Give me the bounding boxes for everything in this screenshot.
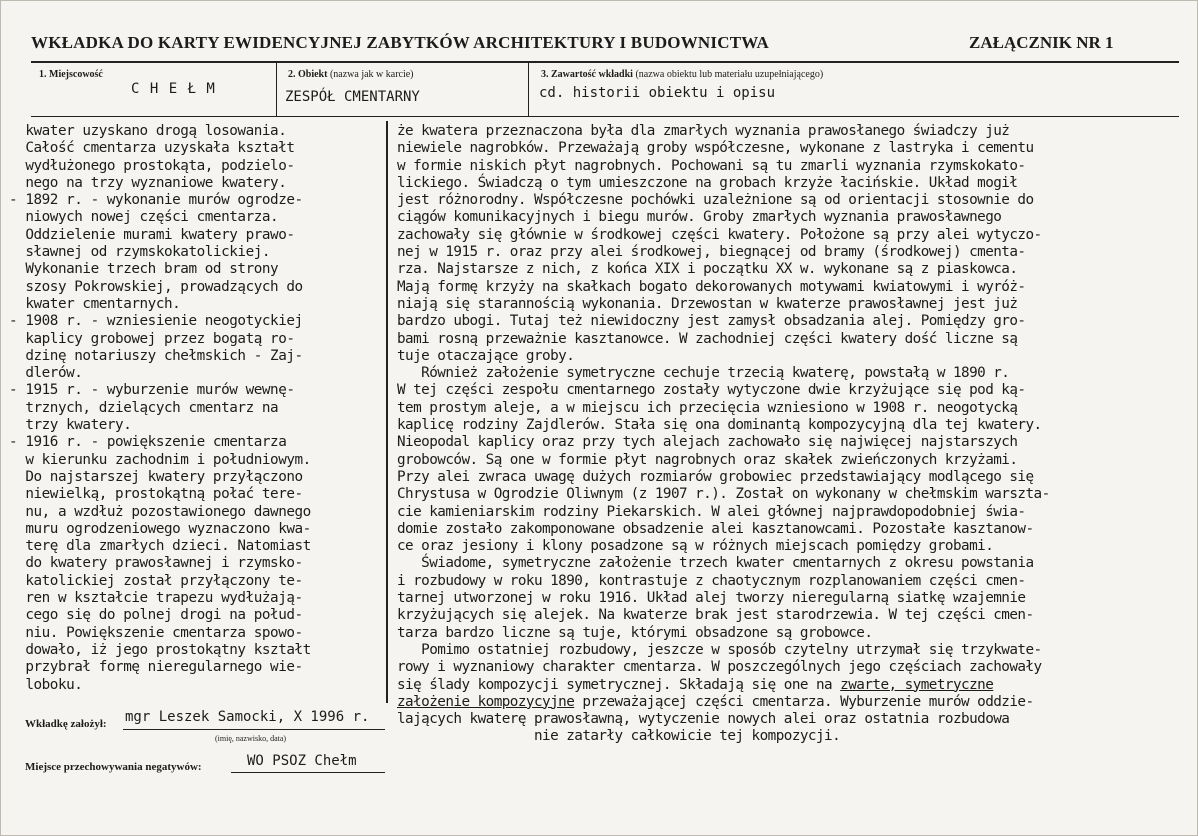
column-separator — [386, 121, 388, 703]
text-line: tuje otaczające groby. — [397, 347, 575, 364]
text-line: trzy kwatery. — [9, 417, 132, 434]
text-line: nu, a wzdłuż pozostawionego dawnego — [9, 503, 311, 520]
history-timeline-column — [9, 123, 381, 694]
underlined-phrase: założenie kompozycyjne — [397, 693, 575, 710]
text-line: Również założenie symetryczne cechuje trzecią kwaterę, powstałą w 1890 r. — [397, 365, 1010, 382]
text-line: Świadome, symetryczne założenie trzech kwater cmentarnych z okresu powstania — [397, 555, 1034, 572]
field-locality-label: 1. Miejscowość — [39, 69, 103, 80]
storage-line — [231, 772, 385, 773]
text-line: tarnej utworzonej w roku 1916. Układ alej tworzy nieregularną siatkę wzajemnie — [397, 590, 1026, 607]
text-line: dzinę notariuszy chełmskich - Zaj- — [9, 347, 303, 364]
text-line: jest różnorodny. Współczesne pochówki uzależnione są od orientacji stosownie do — [397, 192, 1034, 209]
description-column — [397, 123, 1197, 746]
text-line: kwater uzyskano drogą losowania. — [9, 123, 287, 139]
text-line: w kierunku zachodnim i południowym. — [9, 451, 311, 468]
text-line: do kwatery prawosławnej i rzymsko- — [9, 555, 303, 572]
text-line: kwater cmentarnych. — [9, 295, 181, 312]
text-line: nie zatarły całkowicie tej kompozycji. — [397, 728, 841, 745]
storage-label: Miejsce przechowywania negatywów: — [25, 761, 202, 773]
text-line: wydłużonego prostokąta, podzielo- — [9, 157, 295, 174]
text-line: rowy i wyznaniowy charakter cmentarza. W poszczególnych jego częściach zachowały — [397, 659, 1042, 676]
text-line: - 1916 r. - powiększenie cmentarza — [9, 434, 287, 451]
text-line: tem prostym aleje, a w miejscu ich przecięcia wzniesiono w 1908 r. neogotycką — [397, 399, 1018, 416]
text-line: katolickiej został przyłączony te- — [9, 572, 303, 589]
text-line: domie zostało zakomponowane obsadzenie alei kasztanowcami. Pozostałe kasztanow- — [397, 520, 1034, 537]
text-line: niają się starannością wykonania. Drzewostan w kwaterze prawosławnej jest już — [397, 295, 1018, 312]
text-line: niewiele nagrobków. Przeważają groby współczesne, wykonane z lastryka i cementu — [397, 140, 1034, 157]
annex-number: ZAŁĄCZNIK NR 1 — [969, 33, 1114, 52]
text-line: nej w 1915 r. oraz przy alei środkowej, biegnącej od bramy (środkowej) cmentа- — [397, 244, 1026, 261]
text-line: Mają formę krzyży na skałkach bogato dekorowanych motywami kwiatowymi i wyróż- — [397, 278, 1026, 295]
text-line: W tej części zespołu cmentarnego zostały wytyczone dwie krzyżujące się pod ką- — [397, 382, 1026, 399]
text-line: szosy Pokrowskiej, prowadzących do — [9, 278, 303, 295]
text-line: cie kamieniarskim rodziny Piekarskich. W alei głównej najprawdopodobniej świa- — [397, 503, 1026, 520]
text-line: założenie kompozycyjne przeważającej części cmentarza. Wyburzenie murów oddzie- — [397, 693, 1034, 710]
fields-rule-bottom — [31, 116, 1179, 117]
text-line: kaplicę rodziny Zajdlerów. Stała się ona dominantą kompozycyjną dla tej kwatery. — [397, 417, 1042, 434]
text-line: niowych nowej części cmentarza. — [9, 209, 279, 226]
text-line: bami rosną przeważnie kasztanowce. W zachodniej części kwatery dość liczne są — [397, 330, 1018, 347]
text-line: Pomimo ostatniej rozbudowy, jeszcze w sposób czytelny utrzymał się trzykwate- — [397, 641, 1042, 658]
storage-value: WO PSOZ Chełm — [247, 753, 357, 769]
text-line: lickiego. Świadczą o tym umieszczone na grobach krzyże łacińskie. Układ mogił — [397, 174, 1018, 191]
text-line: Przy alei zwraca uwagę dużych rozmiarów grobowiec przedstawiający modlącego się — [397, 468, 1034, 485]
text-line: Wykonanie trzech bram od strony — [9, 261, 279, 278]
field-object-label: 2. Obiekt (nazwa jak w karcie) — [288, 69, 414, 80]
field-content-label: 3. Zawartość wkładki (nazwa obiektu lub materiału uzupełniającego) — [541, 69, 824, 80]
text-line: bardzo ubogi. Tutaj też niewidoczny jest zamysł obsadzania alej. Pomiędzy gro- — [397, 313, 1026, 330]
card-title: WKŁADKA DO KARTY EWIDENCYJNEJ ZABYTKÓW ARCHITEKTURY I BUDOWNICTWA — [31, 33, 770, 52]
text-line: w formie niskich płyt nagrobnych. Pochowani są tu zmarli wyznania rzymskokato- — [397, 157, 1026, 174]
text-line: muru ogrodzeniowego wyznaczono kwa- — [9, 520, 311, 537]
field-divider-2 — [528, 61, 529, 117]
text-line: niu. Powiększenie cmentarza spowo- — [9, 624, 303, 641]
text-line: ciągów komunikacyjnych i biegu murów. Groby zmarłych wyznania prawosławnego — [397, 209, 1002, 226]
text-line: ce oraz jesiony i klony posadzone są w różnych miejscach pomiędzy grobami. — [397, 538, 994, 555]
text-line: terę dla zmarłych dzieci. Natomiast — [9, 538, 311, 555]
text-line: loboku. — [9, 676, 83, 693]
text-line: i rozbudowy w roku 1890, kontrastuje z chaotycznym rozplanowaniem części cmen- — [397, 572, 1026, 589]
text-line: się ślady kompozycji symetrycznej. Składają się one na zwarte, symetryczne — [397, 676, 994, 693]
text-line: Całość cmentarza uzyskała kształt — [9, 140, 295, 157]
text-line: - 1908 r. - wzniesienie neogotyckiej — [9, 313, 303, 330]
text-line: - 1892 r. - wykonanie murów ogrodze- — [9, 192, 303, 209]
field-locality-value: C H E Ł M — [131, 81, 216, 97]
text-line: nego na trzy wyznaniowe kwatery. — [9, 174, 287, 191]
text-line: Oddzielenie murami kwatery prawo- — [9, 226, 295, 243]
text-line: cego się do polnej drogi na połud- — [9, 607, 303, 624]
field-content-value: cd. historii obiektu i opisu — [539, 85, 776, 101]
text-line: dlerów. — [9, 365, 83, 382]
author-label: Wkładkę założył: — [25, 718, 107, 730]
text-line: sławnej od rzymskokatolickiej. — [9, 244, 271, 261]
text-line: Nieopodal kaplicy oraz przy tych alejach zachowało się najwięcej najstarszych — [397, 434, 1018, 451]
header-rule-top — [31, 61, 1179, 63]
field-divider-1 — [276, 61, 277, 117]
text-line: lających kwaterę prawosławną, wytyczenie nowych alei oraz ostatnia rozbudowa — [397, 711, 1010, 728]
text-line: rza. Najstarsze z nich, z końca XIX i początku XX w. wykonane są z piaskowca. — [397, 261, 1018, 278]
text-line: grobowców. Są one w formie płyt nagrobnych oraz skałek zwieńczonych krzyżami. — [397, 451, 1018, 468]
text-line: kaplicy grobowej przez bogatą ro- — [9, 330, 295, 347]
text-line: krzyżujących się alejek. Na kwaterze brak jest starodrzewia. W tej części cmen- — [397, 607, 1034, 624]
author-hint: (imię, nazwisko, data) — [215, 734, 287, 743]
text-line: Do najstarszej kwatery przyłączono — [9, 468, 303, 485]
text-line: ren w kształcie trapezu wydłużają- — [9, 590, 303, 607]
text-line: przybrał formę nieregularnego wie- — [9, 659, 303, 676]
text-line: zachowały się głównie w środkowej części kwatery. Położone są przy alei wytyczo- — [397, 226, 1042, 243]
text-line: tarza bardzo liczne są tuje, którymi obsadzone są grobowce. — [397, 624, 873, 641]
text-line: trznych, dzielących cmentarz na — [9, 399, 279, 416]
field-object-value: ZESPÓŁ CMENTARNY — [285, 89, 420, 105]
author-value: mgr Leszek Samocki, X 1996 r. — [125, 709, 370, 725]
text-line: niewielką, prostokątną połać tere- — [9, 486, 303, 503]
underlined-phrase: zwarte, symetryczne — [840, 676, 994, 693]
text-line: Chrystusa w Ogrodzie Oliwnym (z 1907 r.). Został on wykonany w chełmskim warszta- — [397, 486, 1050, 503]
author-line — [123, 729, 385, 730]
text-line: że kwatera przeznaczona była dla zmarłych wyznania prawosłanego świadczy już — [397, 123, 1010, 139]
text-line: dowało, iż jego prostokątny kształt — [9, 641, 311, 658]
text-line: - 1915 r. - wyburzenie murów wewnę- — [9, 382, 295, 399]
